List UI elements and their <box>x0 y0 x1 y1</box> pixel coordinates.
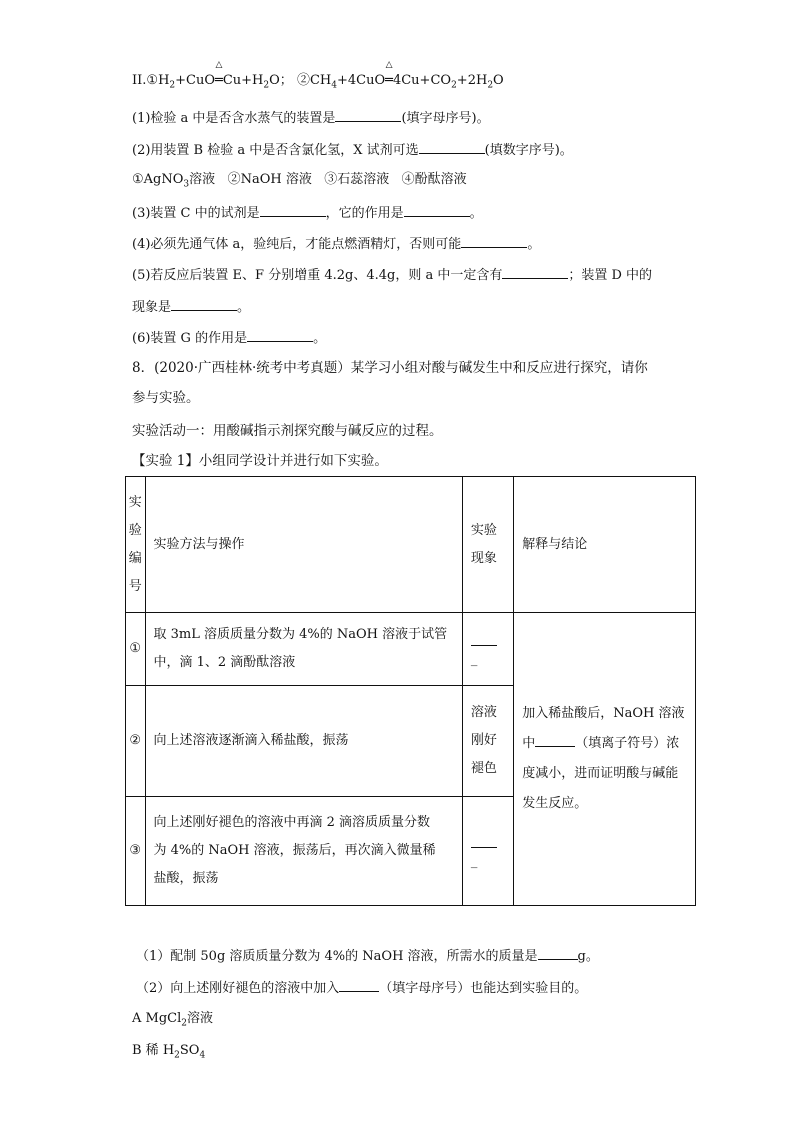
experiment-table <box>125 476 696 906</box>
question-text: （1）配制 50g 溶质质量分数为 4%的 NaOH 溶液，所需水的质量是 <box>136 949 538 964</box>
option-3: ③石蕊溶液 <box>324 172 390 187</box>
answer-blank[interactable] <box>171 297 237 311</box>
answer-blank[interactable] <box>535 733 575 747</box>
method-line: 中，滴 1、2 滴酚酞溶液 <box>153 655 296 670</box>
method-line: 盐酸，振荡 <box>153 871 219 886</box>
question-text: 。 <box>237 300 251 315</box>
method-line: 向上述刚好褪色的溶液中再滴 2 滴溶质质量分数 <box>153 815 431 830</box>
row-observation-blank[interactable] <box>462 797 513 906</box>
formula-text: CH <box>309 73 332 88</box>
question-text: (3)装置 C 中的试剂是 <box>132 206 260 221</box>
answer-blank[interactable] <box>461 234 527 248</box>
formula-text: O <box>493 73 504 88</box>
header-observation <box>462 477 513 613</box>
subscript: 4 <box>331 80 337 91</box>
formula-text: 4Cu+CO <box>392 73 452 88</box>
observation-line: 溶液 <box>470 705 497 720</box>
question-2 <box>132 140 573 160</box>
option-1: 溶液 <box>189 172 216 187</box>
question-6 <box>132 328 326 348</box>
answer-blank[interactable] <box>260 203 326 217</box>
header-number <box>126 477 146 613</box>
heat-symbol: △ <box>215 60 223 70</box>
question-1 <box>132 108 490 128</box>
sub-question-2 <box>136 978 587 998</box>
question-text: (4)必须先通气体 a，验纯后，才能点燃酒精灯，否则可能 <box>132 237 462 252</box>
answer-blank[interactable] <box>471 827 497 848</box>
row-observation-blank[interactable] <box>462 613 513 686</box>
option-2: ②NaOH 溶液 <box>227 172 312 187</box>
formula-text: H <box>158 73 170 88</box>
answer-blank[interactable] <box>471 625 497 646</box>
row-method <box>145 613 462 686</box>
question-text: （2）向上述刚好褪色的溶液中加入 <box>136 981 340 996</box>
choice-b[interactable] <box>132 1042 205 1065</box>
question-text: 现象是 <box>132 300 172 315</box>
choice-label: SO <box>179 1043 200 1058</box>
question-text: (6)装置 G 的作用是 <box>132 331 248 346</box>
formula-text: Cu+H <box>222 73 264 88</box>
answer-blank[interactable] <box>502 265 568 279</box>
header-char: 验 <box>128 522 142 538</box>
item-number: ② <box>296 73 310 88</box>
table-row <box>126 613 696 686</box>
choice-a[interactable] <box>132 1010 213 1033</box>
question-text: ；装置 D 中的 <box>568 268 653 283</box>
header-char: 编 <box>128 550 142 566</box>
question-text: （填字母序号）也能达到实验目的。 <box>379 981 588 996</box>
conclusion-line: 发生反应。 <box>522 796 588 811</box>
roman-numeral: II. <box>132 73 147 88</box>
heating-condition: △ ═ <box>385 60 393 88</box>
answer-blank[interactable] <box>335 108 401 122</box>
row-observation <box>462 686 513 797</box>
heat-symbol: △ <box>385 60 393 70</box>
conclusion-cell <box>514 613 696 906</box>
formula-text: +4CuO <box>337 73 386 88</box>
table-header-row <box>126 477 696 613</box>
answer-blank[interactable] <box>247 328 313 342</box>
conclusion-line: 度减小，进而证明酸与碱能 <box>522 766 679 781</box>
header-method: 实验方法与操作 <box>145 477 462 613</box>
conclusion-line <box>522 729 687 759</box>
header-conclusion: 解释与结论 <box>514 477 696 613</box>
experiment-1-title: 【实验 1】小组同学设计并进行如下实验。 <box>132 453 388 469</box>
formula-text: +2H <box>456 73 488 88</box>
subscript: 4 <box>199 1050 206 1061</box>
options-list <box>132 171 467 194</box>
method-line: 取 3mL 溶质质量分数为 4%的 NaOH 溶液于试管 <box>153 627 448 642</box>
question-text: (2)用装置 B 检验 a 中是否含氯化氢，X 试剂可选 <box>132 143 419 158</box>
conclusion-text: 中 <box>522 736 536 751</box>
observation-line: 刚好 <box>470 733 497 748</box>
question-5-cont <box>132 297 250 317</box>
question-text: (5)若反应后装置 E、F 分别增重 4.2g、4.4g，则 a 中一定含有 <box>132 268 503 283</box>
question-text: 。 <box>313 331 327 346</box>
row-number: ② <box>126 686 146 797</box>
activity-title: 实验活动一：用酸碱指示剂探究酸与碱反应的过程。 <box>132 423 443 439</box>
header-char: 号 <box>128 578 142 594</box>
question-text: ，它的作用是 <box>325 206 404 221</box>
row-number: ① <box>126 613 146 686</box>
heating-condition: △ ═ <box>215 60 223 88</box>
blank-tail: _ <box>470 651 478 667</box>
question-5 <box>132 265 652 285</box>
question-4 <box>132 234 540 254</box>
reaction-equations <box>132 60 504 95</box>
question-text: 。 <box>527 237 541 252</box>
header-char: 实 <box>128 494 142 510</box>
subscript: 2 <box>174 1050 180 1061</box>
subscript: 2 <box>487 80 494 91</box>
header-char: 现象 <box>470 550 497 566</box>
conclusion-text: （填离子符号）浓 <box>575 736 680 751</box>
question-8-stem-cont: 参与实验。 <box>132 390 200 406</box>
option-4: ④酚酞溶液 <box>401 172 467 187</box>
method-line: 为 4%的 NaOH 溶液，振荡后，再次滴入微量稀 <box>153 843 436 858</box>
answer-blank[interactable] <box>404 203 470 217</box>
question-text: 。 <box>469 206 483 221</box>
answer-blank[interactable] <box>339 978 379 992</box>
row-number: ③ <box>126 797 146 906</box>
subscript: 2 <box>181 1018 187 1029</box>
choice-label: B 稀 H <box>132 1043 175 1058</box>
formula-text: +CuO <box>175 73 216 88</box>
subscript: 3 <box>183 179 190 190</box>
item-number: ① <box>146 73 159 88</box>
subscript: 2 <box>451 80 457 91</box>
blank-tail: _ <box>470 853 478 869</box>
conclusion-line: 加入稀盐酸后，NaOH 溶液 <box>522 706 685 721</box>
header-char: 实验 <box>470 522 497 538</box>
subscript: 2 <box>169 80 176 91</box>
question-text: g。 <box>577 949 599 964</box>
option-1: ①AgNO <box>132 172 184 187</box>
observation-line: 褪色 <box>470 761 497 776</box>
question-text: (1)检验 a 中是否含水蒸气的装置是 <box>132 111 336 126</box>
choice-label: 溶液 <box>187 1011 214 1026</box>
formula-text: O； <box>269 73 293 88</box>
sub-question-1 <box>136 946 599 966</box>
answer-blank[interactable] <box>538 946 578 960</box>
answer-blank[interactable] <box>419 140 485 154</box>
question-8-stem: 8．(2020·广西桂林·统考中考真题）某学习小组对酸与碱发生中和反应进行探究，请你 <box>132 360 648 376</box>
choice-label: A MgCl <box>132 1011 182 1026</box>
question-3 <box>132 203 483 223</box>
subscript: 2 <box>263 80 270 91</box>
question-text: (填数字序号)。 <box>484 143 573 158</box>
question-text: (填字母序号)。 <box>401 111 490 126</box>
row-method: 向上述溶液逐渐滴入稀盐酸，振荡 <box>145 686 462 797</box>
row-method <box>145 797 462 906</box>
